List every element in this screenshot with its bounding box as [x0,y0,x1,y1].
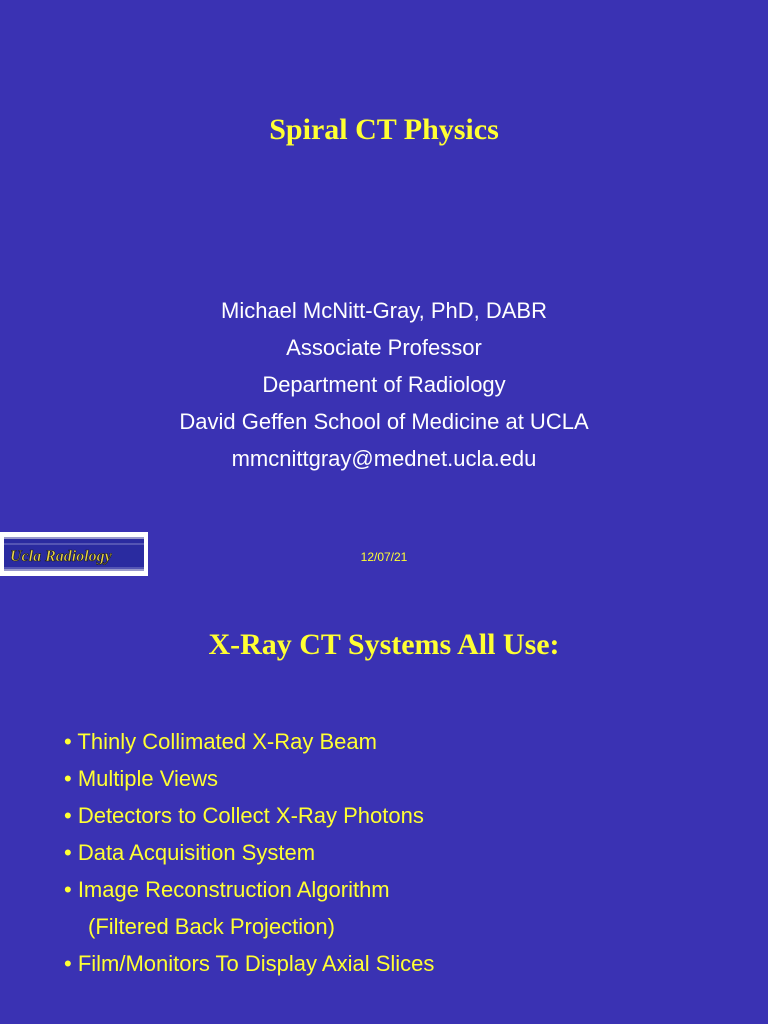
bullet-list [64,723,434,982]
slide-1-title: Spiral CT Physics [269,113,499,146]
list-item: • Detectors to Collect X-Ray Photons [64,803,424,828]
list-item: • Film/Monitors To Display Axial Slices [64,951,435,976]
logo-wordmark: Ucla Radiology [10,548,112,565]
slide-2-title: X-Ray CT Systems All Use: [208,628,560,661]
author-department: Department of Radiology [262,372,506,397]
author-position: Associate Professor [286,335,482,360]
author-school: David Geffen School of Medicine at UCLA [179,409,589,434]
list-item: • Image Reconstruction Algorithm [64,877,390,902]
slide-date: 12/07/21 [360,550,408,564]
author-block [0,292,768,477]
author-name: Michael McNitt-Gray, PhD, DABR [221,298,547,323]
list-item: • Multiple Views [64,766,219,791]
list-item-subnote: (Filtered Back Projection) [88,914,335,939]
slide-ct-systems [0,590,768,1024]
author-email: mmcnittgray@mednet.ucla.edu [231,446,537,471]
list-item: • Data Acquisition System [64,840,316,865]
list-item: • Thinly Collimated X-Ray Beam [64,729,377,754]
